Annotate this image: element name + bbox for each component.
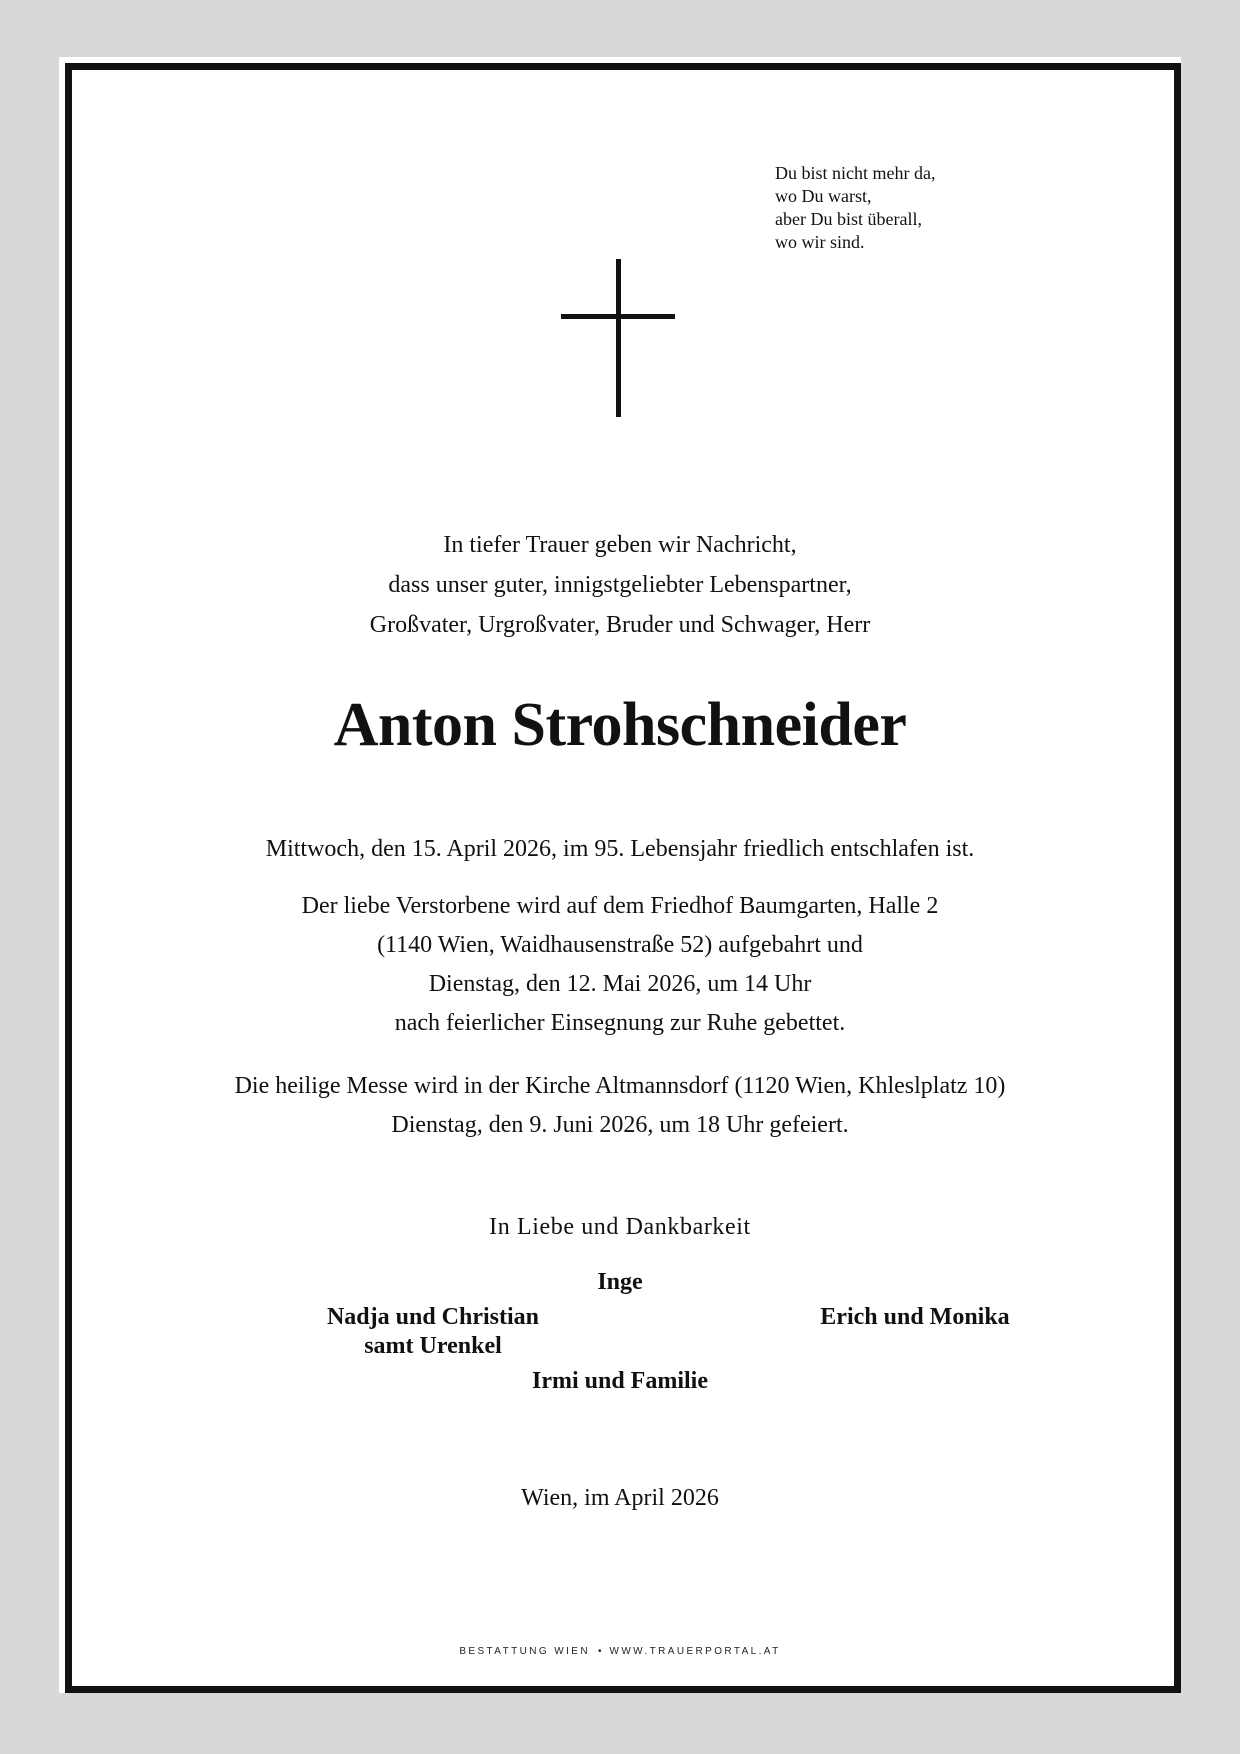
mourner-inge: Inge bbox=[597, 1269, 643, 1295]
mourner-irmi: Irmi und Familie bbox=[531, 1368, 708, 1394]
footer-website: WWW.TRAUERPORTAL.AT bbox=[609, 1646, 781, 1657]
burial-line: Der liebe Verstorbene wird auf dem Friedhof Baumgarten, Halle 2 bbox=[301, 893, 939, 919]
closing-phrase: In Liebe und Dankbarkeit bbox=[489, 1214, 751, 1240]
mourner-erich: Erich und Monika bbox=[820, 1304, 1010, 1330]
burial-line: nach feierlicher Einsegnung zur Ruhe gebettet. bbox=[394, 1010, 846, 1036]
cross-horizontal-bar bbox=[561, 314, 675, 319]
cross-vertical-bar bbox=[616, 259, 621, 417]
burial-line: (1140 Wien, Waidhausenstraße 52) aufgebahrt und bbox=[377, 932, 863, 958]
burial-line: Dienstag, den 12. Mai 2026, um 14 Uhr bbox=[428, 971, 812, 997]
intro-line: In tiefer Trauer geben wir Nachricht, bbox=[443, 532, 797, 558]
place-date: Wien, im April 2026 bbox=[521, 1485, 719, 1511]
death-notice: Mittwoch, den 15. April 2026, im 95. Lebensjahr friedlich entschlafen ist. bbox=[265, 836, 975, 862]
announcement-intro bbox=[59, 525, 1181, 645]
mass-line: Die heilige Messe wird in der Kirche Altmannsdorf (1120 Wien, Khleslplatz 10) bbox=[234, 1073, 1006, 1099]
poem-line: wo Du warst, bbox=[775, 186, 872, 206]
cross-icon bbox=[561, 259, 675, 417]
mass-details bbox=[59, 1067, 1181, 1145]
poem-line: Du bist nicht mehr da, bbox=[775, 163, 936, 183]
mourner-nadja bbox=[283, 1303, 583, 1361]
footer-credit bbox=[59, 1645, 1181, 1659]
mass-line: Dienstag, den 9. Juni 2026, um 18 Uhr gefeiert. bbox=[391, 1112, 849, 1138]
mourner-line: Nadja und Christian bbox=[326, 1304, 540, 1330]
poem-line: aber Du bist überall, bbox=[775, 209, 922, 229]
obituary-sheet bbox=[59, 57, 1181, 1693]
burial-details bbox=[59, 887, 1181, 1043]
footer-separator: • bbox=[597, 1646, 602, 1657]
intro-line: Großvater, Urgroßvater, Bruder und Schwager, Herr bbox=[369, 612, 871, 638]
deceased-name: Anton Strohschneider bbox=[333, 691, 907, 759]
poem-line: wo wir sind. bbox=[775, 232, 865, 252]
footer-company: BESTATTUNG WIEN bbox=[459, 1646, 590, 1657]
intro-line: dass unser guter, innigstgeliebter Lebenspartner, bbox=[388, 572, 852, 598]
poem-quote bbox=[775, 162, 935, 254]
mourner-line: samt Urenkel bbox=[364, 1333, 502, 1359]
